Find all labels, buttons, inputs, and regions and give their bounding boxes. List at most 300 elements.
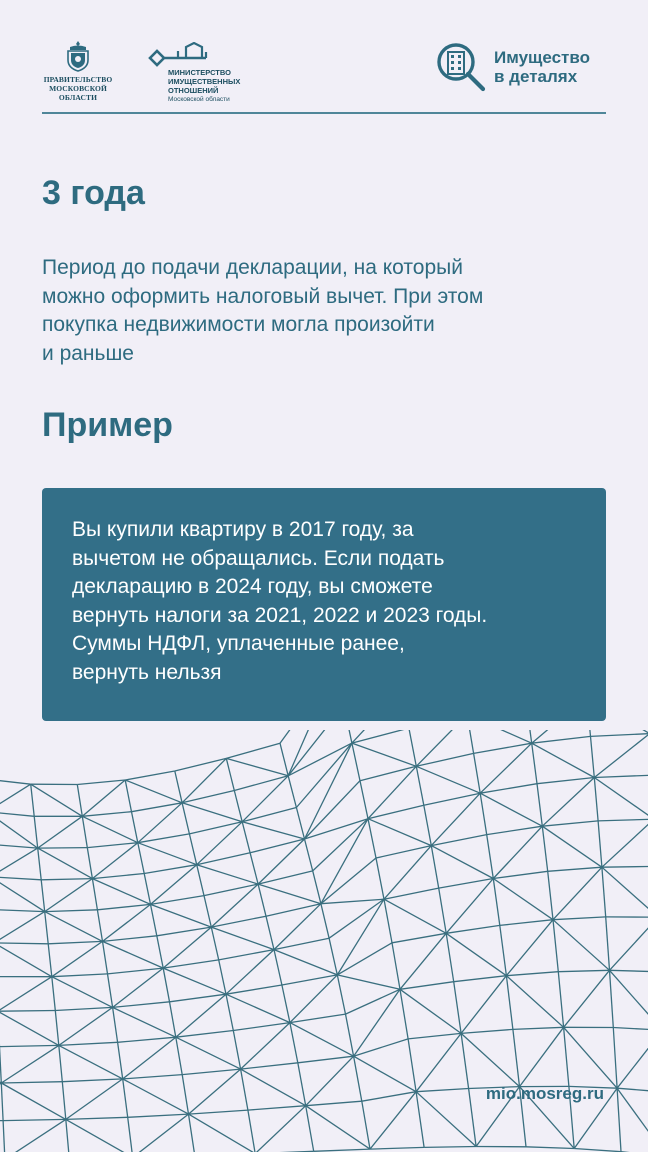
mesh-line (108, 968, 164, 974)
mesh-line (138, 843, 197, 865)
mesh-line (298, 1063, 306, 1106)
mesh-line (368, 819, 376, 858)
mesh-line (55, 1007, 112, 1010)
mesh-line (241, 1069, 306, 1106)
mesh-line (242, 822, 304, 839)
mesh-line (87, 843, 138, 848)
mesh-line (454, 982, 461, 1034)
mesh-line (337, 975, 400, 989)
mesh-line (469, 1089, 477, 1147)
mesh-line (610, 970, 648, 972)
mesh-line (493, 879, 553, 920)
mesh-line (424, 805, 432, 845)
mesh-line (321, 899, 384, 904)
mesh-line (0, 812, 34, 817)
mesh-line (594, 778, 598, 821)
mesh-line (461, 1033, 519, 1086)
ministry-logo-text: МИНИСТЕРСТВО ИМУЩЕСТВЕННЫХ ОТНОШЕНИЙ (168, 68, 241, 95)
mesh-line (354, 1056, 362, 1101)
mesh-line (606, 917, 610, 970)
mesh-line (487, 826, 543, 834)
mesh-line (182, 803, 242, 822)
mesh-line (321, 904, 329, 939)
mesh-line (258, 839, 304, 884)
mesh-line (306, 1056, 354, 1106)
mesh-line (329, 899, 384, 938)
mesh-line (392, 943, 400, 990)
mesh-line (125, 780, 182, 803)
mesh-line (313, 871, 321, 904)
mesh-line (282, 985, 290, 1023)
mesh-line (526, 1147, 574, 1149)
mesh-line (513, 1027, 564, 1029)
mesh-line (113, 1007, 176, 1037)
mesh-line (594, 778, 648, 820)
mesh-line (553, 920, 558, 972)
mesh-line (82, 780, 125, 816)
mesh-line (0, 877, 41, 880)
mesh-line (598, 819, 648, 821)
mesh-line (0, 1011, 59, 1045)
mesh-line (493, 826, 542, 878)
mesh-line (157, 936, 163, 968)
mesh-line (610, 970, 648, 1030)
mesh-line (392, 933, 446, 943)
mesh-line (266, 904, 321, 917)
ministry-logo (148, 42, 278, 106)
mesh-line (248, 1106, 306, 1110)
mesh-line (542, 826, 547, 871)
mesh-line (602, 866, 648, 867)
mesh-line (5, 1119, 66, 1152)
mesh-line (493, 879, 500, 926)
mesh-line (0, 1011, 55, 1012)
mesh-line (125, 771, 175, 780)
mesh-line (59, 1042, 118, 1045)
brand-logo (436, 40, 606, 96)
mesh-line (0, 848, 38, 877)
mesh-line (602, 819, 648, 867)
mesh-line (242, 808, 296, 822)
mesh-line (290, 1014, 346, 1023)
mesh-line (542, 821, 598, 826)
mesh-line (59, 1045, 63, 1081)
mesh-line (305, 839, 313, 871)
mesh-line (233, 1031, 240, 1070)
header-divider (42, 112, 606, 114)
mesh-line (45, 879, 93, 912)
mesh-line (118, 1042, 123, 1079)
mesh-line (520, 1027, 564, 1086)
mesh-line (52, 977, 113, 1008)
mesh-line (416, 753, 473, 766)
mesh-line (226, 758, 234, 790)
mesh-line (144, 874, 150, 905)
mesh-line (38, 816, 83, 848)
mesh-line (92, 879, 150, 905)
mesh-line (176, 1037, 182, 1074)
mesh-line (506, 976, 513, 1030)
mesh-line (3, 1119, 66, 1120)
mesh-line (255, 1106, 306, 1152)
mesh-line (189, 1114, 195, 1152)
mesh-line (1, 1082, 62, 1083)
mesh-line (424, 793, 480, 805)
mesh-line (226, 758, 288, 775)
mesh-line (82, 812, 131, 817)
website-link[interactable]: mio.mosreg.ru (485, 1084, 604, 1103)
mesh-line (290, 1023, 354, 1057)
mesh-line (132, 812, 138, 843)
mesh-line (337, 975, 345, 1014)
mesh-line (400, 933, 446, 989)
mesh-line (241, 1063, 298, 1069)
government-logo-text: ПРАВИТЕЛЬСТВО МОСКОВСКОЙ ОБЛАСТИ (43, 75, 113, 102)
mesh-line (480, 793, 542, 826)
mesh-line (123, 1075, 183, 1079)
mesh-line (542, 778, 594, 827)
mesh-line (258, 871, 313, 884)
mesh-line (306, 1106, 370, 1149)
header (42, 40, 606, 112)
mesh-line (66, 1117, 128, 1119)
mesh-line (461, 1029, 513, 1033)
mesh-line (532, 743, 537, 784)
mesh-line (617, 1088, 621, 1152)
mesh-line (189, 1110, 248, 1114)
mesh-line (474, 753, 481, 793)
brand-text: Имущество в деталях (494, 48, 590, 86)
ministry-logo-subtitle: Московской области (168, 96, 230, 103)
mesh-line (211, 916, 266, 927)
mesh-line (103, 936, 157, 942)
mesh-line (45, 910, 98, 912)
mesh-line (77, 785, 82, 817)
key-house-icon (148, 42, 212, 70)
mesh-line (368, 766, 416, 818)
mesh-line (182, 803, 189, 834)
mesh-line (48, 941, 102, 943)
mesh-line (337, 943, 392, 975)
mesh-line (290, 1023, 298, 1063)
mesh-line (352, 730, 409, 743)
mesh-line (329, 938, 337, 975)
mesh-line (219, 960, 226, 994)
mesh-line (0, 1047, 1, 1083)
mesh-line (602, 867, 606, 917)
mesh-line (0, 877, 45, 912)
mesh-line (288, 743, 352, 776)
mesh-line (537, 784, 542, 827)
mesh-line (0, 943, 48, 944)
mesh-line (211, 927, 218, 960)
mesh-line (506, 976, 563, 1028)
mesh-line (558, 972, 563, 1028)
mesh-line (360, 781, 368, 819)
mesh-line (409, 730, 416, 766)
mesh-line (62, 1079, 122, 1082)
mesh-line (368, 805, 424, 819)
mesh-line (467, 730, 474, 753)
mesh-line (532, 736, 591, 743)
mesh-line (3, 1121, 5, 1152)
mesh-line (204, 884, 258, 896)
mesh-line (41, 880, 45, 912)
mesh-line (59, 1007, 113, 1045)
mesh-line (344, 730, 352, 743)
mesh-line (274, 938, 329, 949)
mesh-line (461, 976, 506, 1034)
mesh-line (52, 977, 56, 1011)
mesh-line (189, 834, 196, 865)
mesh-line (376, 846, 431, 858)
mesh-line (296, 808, 304, 840)
mesh-line (62, 1082, 66, 1120)
mesh-line (564, 970, 610, 1027)
mesh-line (241, 1069, 248, 1110)
mesh-line (175, 771, 182, 803)
mesh-line (617, 1030, 648, 1088)
mesh-line (537, 778, 594, 784)
mesh-line (376, 858, 384, 899)
mesh-line (189, 1069, 241, 1114)
mesh-line (66, 1119, 133, 1152)
mesh-line (416, 1092, 424, 1148)
mesh-line (368, 819, 431, 846)
mesh-line (219, 950, 274, 960)
mesh-line (564, 1027, 618, 1088)
mesh-line (617, 1088, 648, 1092)
mesh-line (553, 867, 602, 920)
mesh-line (197, 865, 204, 896)
mesh-line (400, 989, 461, 1033)
mesh-line (0, 912, 45, 943)
mesh-line (610, 970, 614, 1027)
mesh-line (248, 1110, 255, 1152)
mesh-line (467, 730, 532, 743)
mesh-line (123, 1079, 189, 1114)
mesh-line (34, 816, 38, 848)
mesh-line (163, 968, 226, 994)
government-logo (42, 40, 114, 104)
mesh-line (133, 1114, 189, 1152)
mesh-line (92, 879, 97, 910)
mesh-line (176, 994, 226, 1037)
mesh-line (176, 1037, 241, 1069)
mesh-line (513, 1029, 520, 1086)
mesh-line (424, 1147, 476, 1148)
mesh-line (82, 816, 138, 842)
mesh-line (613, 1028, 648, 1031)
mesh-line (151, 904, 212, 927)
mesh-line (1, 1083, 66, 1119)
mesh-line (305, 743, 352, 839)
magnifier-building-icon (436, 42, 488, 94)
mesh-line (506, 972, 558, 976)
example-text: Вы купили квартиру в 2017 году, за вычетом не обращались. Если подать декларацию в 2024 году, вы сможете вернуть налоги за 2021, 2022 и 2023 годы. Суммы НДФЛ, уплаченные ранее, вернуть нельзя (72, 518, 488, 684)
mesh-line (500, 920, 553, 926)
mesh-line (189, 1114, 256, 1152)
mesh-line (113, 1007, 118, 1042)
mesh-line (446, 933, 454, 981)
mesh-line (416, 1092, 476, 1147)
mesh-line (564, 1027, 569, 1086)
mesh-line (59, 1045, 123, 1079)
mesh-line (97, 904, 150, 909)
mesh-line (306, 1106, 314, 1152)
page-title: 3 года (42, 174, 145, 212)
mesh-line (594, 775, 648, 777)
mesh-line (52, 941, 103, 976)
mesh-line (38, 848, 88, 849)
mesh-line (594, 734, 648, 778)
mesh-line (314, 1149, 370, 1151)
mesh-line (125, 780, 131, 812)
mesh-line (446, 925, 500, 933)
mesh-line (151, 904, 157, 935)
mesh-line (362, 1092, 416, 1102)
mesh-line (197, 853, 250, 865)
mesh-line (0, 779, 31, 784)
mesh-line (77, 780, 125, 785)
mesh-line (439, 888, 447, 933)
mesh-line (408, 1033, 461, 1039)
mesh-line (82, 816, 87, 847)
mesh-line (55, 1011, 59, 1046)
mesh-line (226, 743, 280, 758)
mesh-line (103, 941, 164, 968)
mesh-line (500, 925, 507, 975)
mesh-line (384, 899, 446, 933)
mesh-line (506, 920, 553, 976)
mesh-line (416, 766, 480, 793)
mesh-line (123, 1037, 176, 1079)
mesh-line (266, 916, 274, 949)
mesh-line (602, 867, 648, 917)
mesh-line (0, 812, 38, 848)
mesh-line (274, 904, 321, 950)
mesh-line (337, 899, 384, 975)
mesh-line (274, 950, 337, 975)
mesh-line (176, 1031, 234, 1038)
coat-of-arms-icon (65, 40, 91, 72)
mesh-line (182, 1075, 188, 1115)
mesh-line (587, 730, 648, 734)
mesh-line (31, 784, 83, 816)
example-box (42, 488, 606, 721)
mesh-line (45, 912, 103, 942)
mesh-line (532, 743, 595, 777)
mesh-line (480, 793, 487, 834)
mesh-line (542, 826, 602, 867)
mesh-line (400, 982, 454, 990)
mesh-line (182, 758, 226, 802)
mesh-line (128, 1117, 133, 1152)
mesh-line (128, 1114, 189, 1117)
mesh-line (211, 884, 258, 927)
mesh-line (233, 1023, 290, 1031)
mesh-line (288, 730, 336, 776)
mesh-line (241, 1023, 290, 1070)
mesh-line (553, 920, 610, 971)
mesh-line (197, 865, 258, 884)
mesh-line (113, 1002, 170, 1008)
mesh-line (250, 853, 258, 884)
mesh-line (288, 730, 344, 776)
mesh-line (416, 1033, 461, 1091)
mesh-line (431, 846, 493, 879)
mesh-line (182, 791, 234, 803)
mesh-line (52, 974, 108, 977)
mesh-line (548, 871, 553, 919)
mesh-line (587, 730, 591, 736)
mesh-line (170, 1002, 176, 1037)
mesh-line (38, 848, 93, 879)
mesh-line (108, 974, 113, 1008)
mesh-line (493, 871, 547, 878)
mesh-line (400, 989, 408, 1039)
mesh-line (280, 743, 288, 776)
mesh-line (48, 944, 52, 977)
mesh-line (175, 758, 227, 771)
mesh-line (591, 736, 595, 777)
mesh-line (0, 910, 45, 912)
mesh-line (92, 874, 144, 879)
mesh-line (0, 977, 52, 1012)
mesh-line (103, 941, 108, 974)
mesh-line (346, 1014, 354, 1056)
mesh-line (352, 743, 360, 781)
mesh-line (362, 1101, 370, 1149)
mesh-line (113, 968, 164, 1007)
mesh-line (38, 848, 42, 880)
mesh-line (370, 1147, 424, 1149)
mesh-line (408, 1039, 416, 1092)
mesh-line (41, 879, 92, 880)
mesh-line (298, 1056, 354, 1063)
mesh-line (446, 879, 493, 934)
mesh-line (66, 1079, 123, 1120)
example-title: Пример (42, 406, 173, 444)
mesh-line (416, 1089, 469, 1092)
mesh-line (610, 917, 648, 970)
mesh-line (211, 927, 274, 950)
mesh-line (461, 1033, 469, 1088)
mesh-line (189, 822, 242, 834)
mesh-line (87, 848, 92, 879)
mesh-line (548, 867, 602, 871)
mesh-line (250, 839, 304, 853)
mesh-line (553, 917, 606, 920)
mesh-line (558, 970, 609, 971)
mesh-line (31, 784, 35, 816)
mesh-line (118, 1037, 176, 1042)
mesh-line (617, 1088, 648, 1152)
mesh-line (1, 1083, 3, 1121)
description-text: Период до подачи декларации, на который можно оформить налоговый вычет. При этом покупка недвижимости могла произойти и раньше (42, 256, 484, 365)
mesh-line (0, 1045, 59, 1046)
mesh-line (354, 1056, 417, 1092)
mesh-line (416, 766, 424, 805)
mesh-line (197, 822, 243, 865)
mesh-line (591, 734, 648, 737)
mesh-line (532, 730, 587, 743)
mesh-line (258, 884, 321, 904)
mesh-line (431, 846, 438, 889)
mesh-line (66, 1119, 70, 1152)
mesh-line (354, 1039, 409, 1056)
mesh-line (384, 899, 392, 943)
